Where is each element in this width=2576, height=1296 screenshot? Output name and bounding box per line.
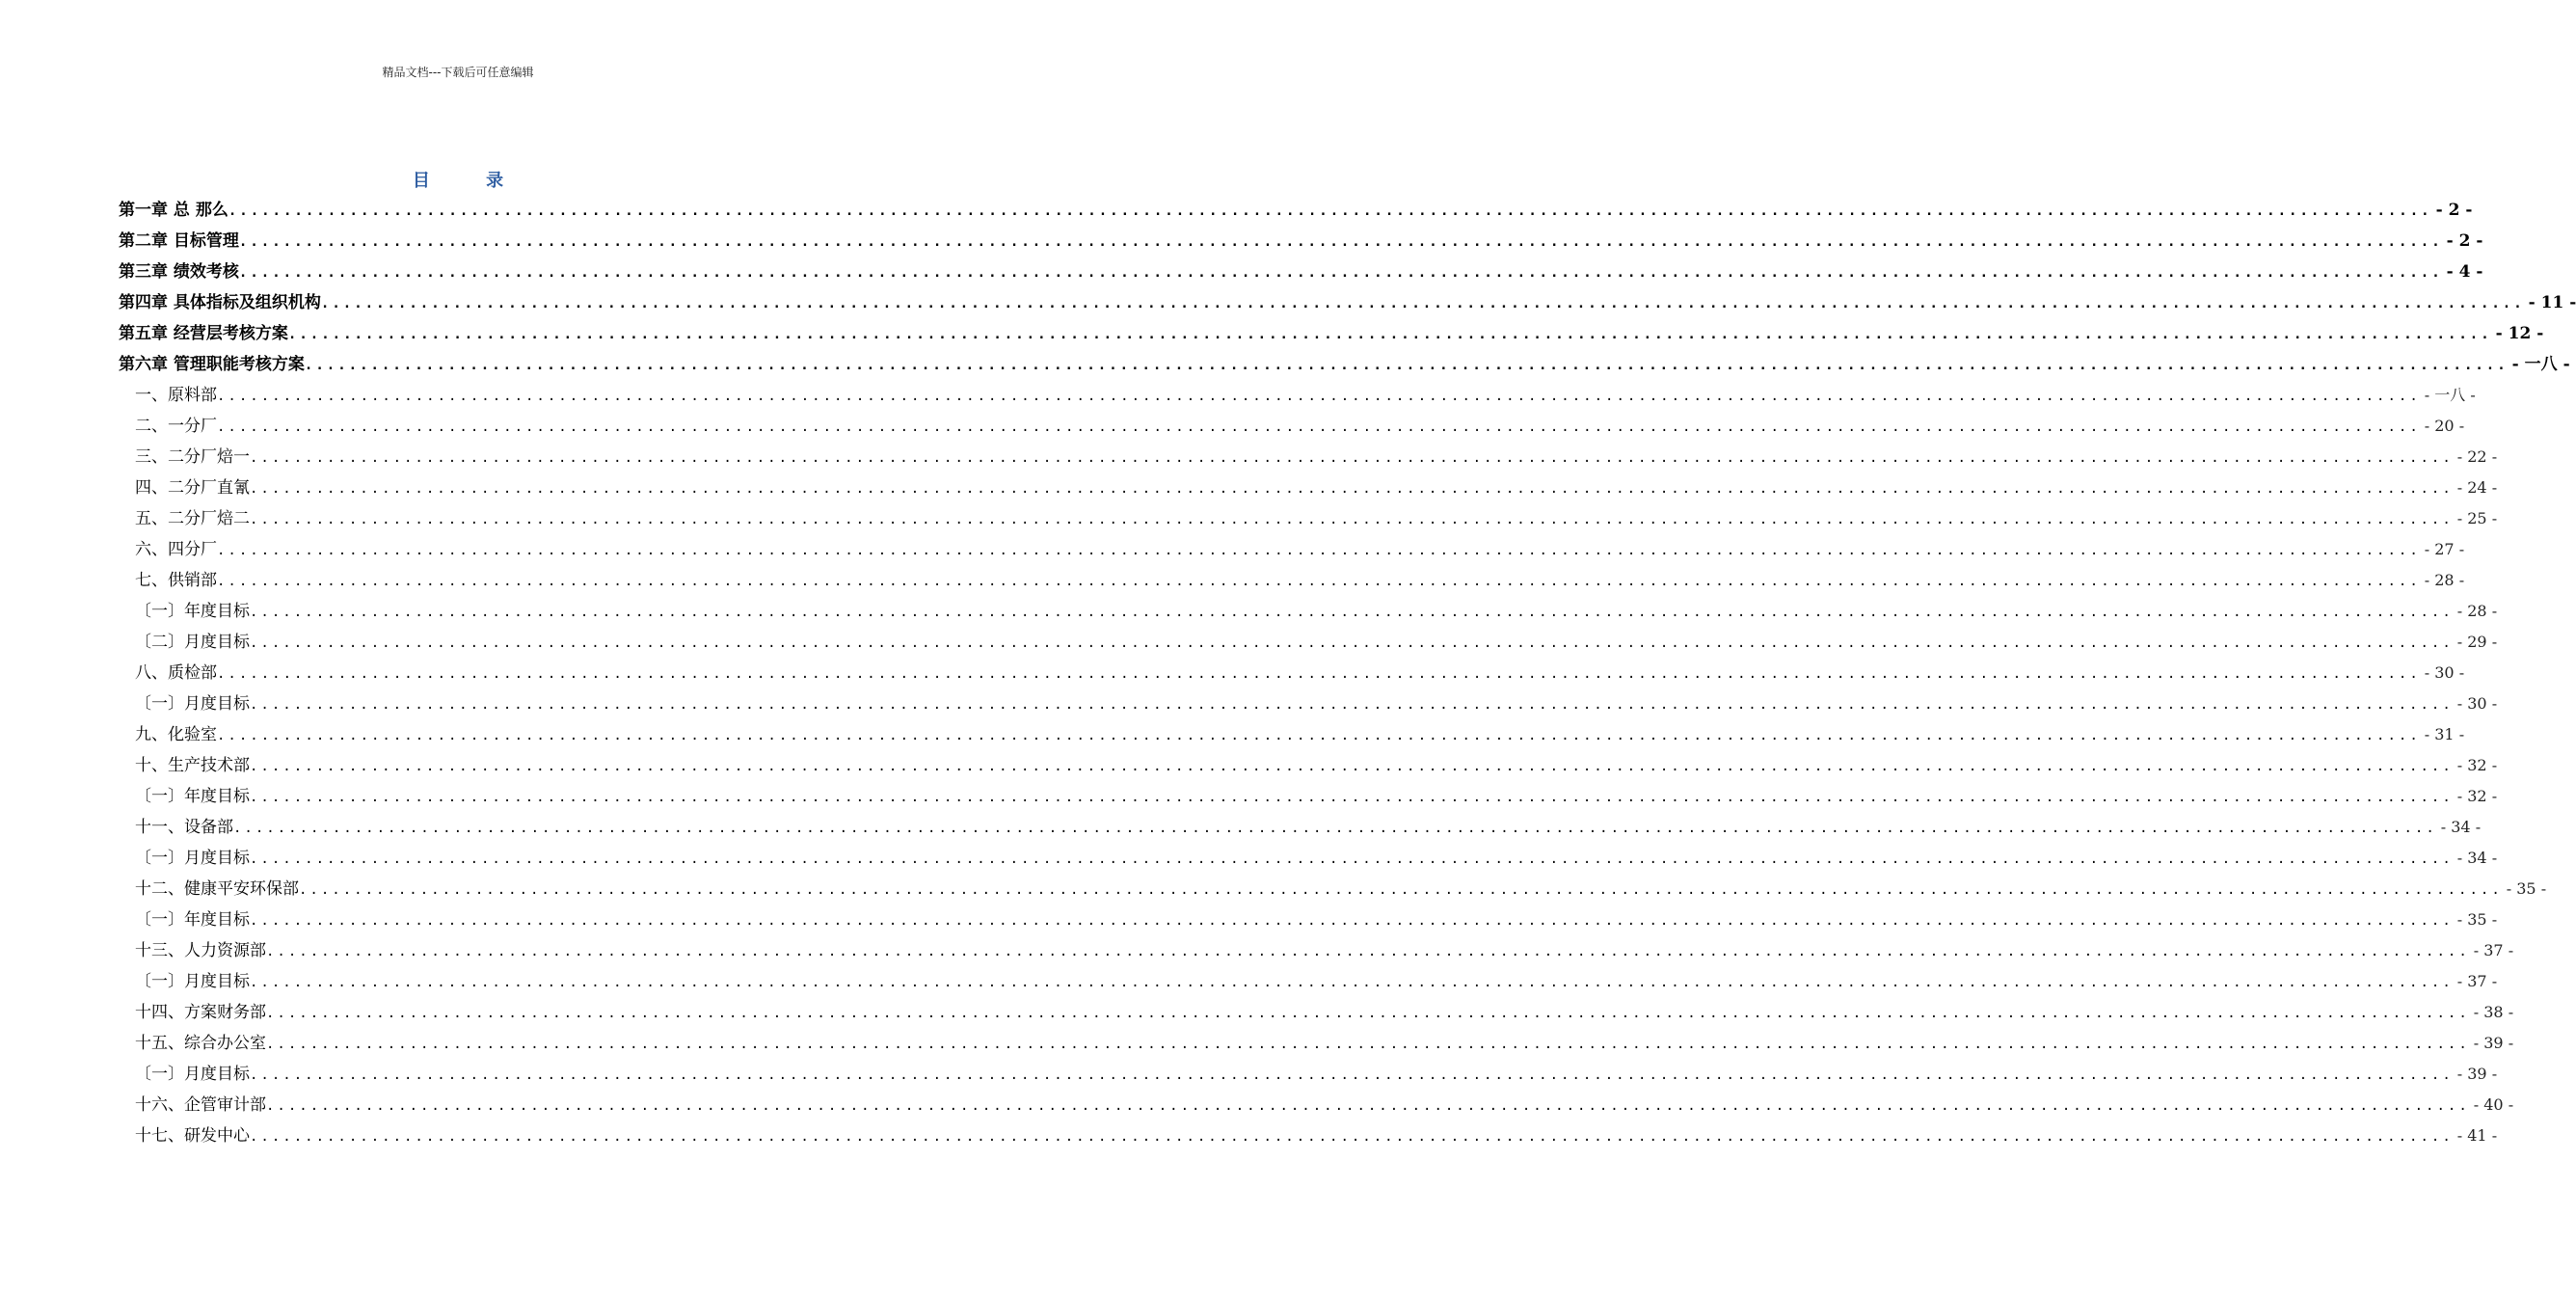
toc-leader-dots: ........................................................................................................................................................................................................: [250, 1129, 2454, 1145]
toc-leader-dots: ........................................................................................................................................................................................................: [217, 574, 2421, 589]
toc-entry-label: 〔一〕月度目标: [135, 694, 250, 714]
toc-entry[interactable]: [135, 781, 2498, 812]
toc-entry-page: - 11 -: [2528, 293, 2576, 312]
toc-entry[interactable]: [135, 627, 2498, 658]
toc-entry[interactable]: [135, 411, 2465, 442]
toc-entry-page: - 41 -: [2456, 1126, 2498, 1145]
toc-entry-label: 十四、方案财务部: [135, 1003, 266, 1022]
toc-leader-dots: ........................................................................................................................................................................................................: [250, 913, 2454, 929]
toc-leader-dots: ........................................................................................................................................................................................................: [304, 358, 2509, 373]
toc-entry-page: - 2 -: [2446, 231, 2483, 251]
toc-leader-dots: ........................................................................................................................................................................................................: [250, 1067, 2454, 1083]
toc-leader-dots: ........................................................................................................................................................................................................: [217, 389, 2421, 404]
toc-entry-page: - 一八 -: [2424, 386, 2476, 404]
toc-entry-label: 八、质检部: [135, 663, 217, 683]
toc-leader-dots: ........................................................................................................................................................................................................: [250, 481, 2454, 497]
toc-entry[interactable]: [135, 750, 2498, 781]
toc-leader-dots: ........................................................................................................................................................................................................: [299, 882, 2503, 898]
toc-entry[interactable]: [135, 1059, 2498, 1090]
toc-entry-label: 第六章 管理职能考核方案: [119, 355, 305, 374]
toc-entry-label: 六、四分厂: [135, 540, 217, 559]
toc-entry-page: - 29 -: [2456, 633, 2498, 651]
toc-leader-dots: ........................................................................................................................................................................................................: [238, 265, 2443, 281]
toc-title: 目 录: [412, 171, 529, 191]
toc-entry-label: 三、二分厂焙一: [135, 447, 250, 467]
toc-entry-label: 〔一〕年度目标: [135, 787, 250, 806]
toc-entry-page: - 32 -: [2456, 756, 2498, 774]
toc-entry-label: 第二章 目标管理: [119, 231, 239, 251]
toc-entry[interactable]: [135, 874, 2547, 904]
toc-leader-dots: ........................................................................................................................................................................................................: [250, 635, 2454, 651]
toc-entry-label: 十三、人力资源部: [135, 941, 266, 960]
toc-entry[interactable]: [135, 1090, 2514, 1120]
toc-entry[interactable]: [135, 380, 2476, 411]
toc-entry-label: 一、原料部: [135, 386, 217, 405]
toc-entry-label: 第一章 总 那么: [119, 201, 228, 220]
toc-entry[interactable]: [135, 1120, 2498, 1151]
toc-entry-label: 十六、企管审计部: [135, 1095, 266, 1115]
toc-entry-page: - 39 -: [2456, 1065, 2498, 1083]
toc-entry-label: 〔一〕月度目标: [135, 1065, 250, 1084]
toc-entry-page: - 12 -: [2495, 324, 2544, 343]
toc-entry[interactable]: [135, 812, 2482, 843]
toc-entry-page: - 一八 -: [2511, 355, 2570, 374]
toc-entry[interactable]: [119, 318, 2544, 349]
toc-entry-label: 〔一〕年度目标: [135, 602, 250, 621]
toc-entry[interactable]: [135, 472, 2498, 503]
toc-entry-label: 七、供销部: [135, 571, 217, 590]
toc-entry-label: 十二、健康平安环保部: [135, 879, 299, 899]
toc-entry[interactable]: [119, 287, 2576, 318]
toc-entry[interactable]: [135, 935, 2514, 966]
toc-entry-page: - 27 -: [2424, 540, 2465, 558]
toc-entry-page: - 28 -: [2424, 571, 2465, 589]
toc-entry-page: - 37 -: [2473, 941, 2514, 959]
toc-entry-label: 二、一分厂: [135, 417, 217, 436]
toc-leader-dots: ........................................................................................................................................................................................................: [217, 543, 2421, 558]
toc-entry[interactable]: [135, 596, 2498, 627]
toc-entry-page: - 40 -: [2473, 1095, 2514, 1114]
toc-leader-dots: ........................................................................................................................................................................................................: [238, 234, 2443, 250]
toc-leader-dots: ........................................................................................................................................................................................................: [250, 605, 2454, 620]
toc-entry-page: - 34 -: [2440, 818, 2482, 836]
toc-leader-dots: ........................................................................................................................................................................................................: [228, 203, 2432, 219]
toc-entry[interactable]: [135, 688, 2498, 719]
toc-leader-dots: ........................................................................................................................................................................................................: [320, 296, 2525, 311]
toc-leader-dots: ........................................................................................................................................................................................................: [217, 419, 2421, 435]
toc-entry-label: 〔一〕月度目标: [135, 972, 250, 991]
toc-entry-page: - 4 -: [2446, 262, 2483, 282]
toc-entry-page: - 35 -: [2506, 879, 2547, 898]
toc-entry[interactable]: [135, 1028, 2514, 1059]
toc-entry[interactable]: [119, 226, 2483, 256]
toc-entry-page: - 34 -: [2456, 849, 2498, 867]
toc-entry-page: - 20 -: [2424, 417, 2465, 435]
toc-leader-dots: ........................................................................................................................................................................................................: [266, 1098, 2470, 1114]
toc-entry-label: 五、二分厂焙二: [135, 509, 250, 528]
toc-leader-dots: ........................................................................................................................................................................................................: [217, 666, 2421, 682]
toc-leader-dots: ........................................................................................................................................................................................................: [266, 1006, 2470, 1021]
toc-leader-dots: ........................................................................................................................................................................................................: [266, 1037, 2470, 1052]
toc-entry-label: 十、生产技术部: [135, 756, 250, 775]
toc-entry[interactable]: [135, 442, 2498, 472]
toc-entry[interactable]: [135, 565, 2465, 596]
toc-leader-dots: ........................................................................................................................................................................................................: [233, 821, 2437, 836]
toc-entry-label: 第五章 经营层考核方案: [119, 324, 288, 343]
toc-entry-label: 四、二分厂直氰: [135, 478, 250, 498]
toc-entry-page: - 31 -: [2424, 725, 2465, 743]
toc-entry-page: - 25 -: [2456, 509, 2498, 527]
toc-leader-dots: ........................................................................................................................................................................................................: [250, 759, 2454, 774]
toc-leader-dots: ........................................................................................................................................................................................................: [287, 327, 2492, 342]
page-header: 精品文档---下载后可任意编辑: [382, 66, 534, 79]
toc-leader-dots: ........................................................................................................................................................................................................: [250, 450, 2454, 466]
toc-leader-dots: ........................................................................................................................................................................................................: [250, 790, 2454, 805]
toc-entry[interactable]: [135, 719, 2465, 750]
toc-entry[interactable]: [135, 658, 2465, 688]
toc-entry[interactable]: [135, 997, 2514, 1028]
toc-entry[interactable]: [119, 256, 2483, 287]
toc-entry-page: - 24 -: [2456, 478, 2498, 497]
toc-entry[interactable]: [135, 843, 2498, 874]
toc-entry-page: - 35 -: [2456, 910, 2498, 929]
toc-entry-label: 第四章 具体指标及组织机构: [119, 293, 321, 312]
toc-leader-dots: ........................................................................................................................................................................................................: [250, 697, 2454, 713]
toc-entry[interactable]: [119, 349, 2570, 380]
toc-entry-label: 十五、综合办公室: [135, 1034, 266, 1053]
toc-entry[interactable]: [135, 503, 2498, 534]
toc-entry-label: 〔二〕月度目标: [135, 633, 250, 652]
toc-leader-dots: ........................................................................................................................................................................................................: [250, 975, 2454, 990]
toc-entry[interactable]: [135, 966, 2498, 997]
toc-entry-label: 九、化验室: [135, 725, 217, 744]
toc-entry-page: - 28 -: [2456, 602, 2498, 620]
toc-entry-label: 十七、研发中心: [135, 1126, 250, 1146]
toc-entry-label: 〔一〕年度目标: [135, 910, 250, 930]
toc-leader-dots: ........................................................................................................................................................................................................: [250, 851, 2454, 867]
toc-entry[interactable]: [119, 195, 2473, 226]
toc-entry-label: 〔一〕月度目标: [135, 849, 250, 868]
toc-entry-label: 十一、设备部: [135, 818, 233, 837]
toc-entry-page: - 38 -: [2473, 1003, 2514, 1021]
toc-entry-page: - 30 -: [2424, 663, 2465, 682]
toc-leader-dots: ........................................................................................................................................................................................................: [217, 728, 2421, 743]
toc-entry[interactable]: [135, 534, 2465, 565]
toc-entry[interactable]: [135, 904, 2498, 935]
toc-entry-label: 第三章 绩效考核: [119, 262, 239, 282]
toc-leader-dots: ........................................................................................................................................................................................................: [266, 944, 2470, 959]
toc-entry-page: - 2 -: [2435, 201, 2473, 220]
toc-entry-page: - 22 -: [2456, 447, 2498, 466]
toc-entry-page: - 39 -: [2473, 1034, 2514, 1052]
toc-entry-page: - 30 -: [2456, 694, 2498, 713]
toc-leader-dots: ........................................................................................................................................................................................................: [250, 512, 2454, 527]
toc-entry-page: - 32 -: [2456, 787, 2498, 805]
toc-entry-page: - 37 -: [2456, 972, 2498, 990]
